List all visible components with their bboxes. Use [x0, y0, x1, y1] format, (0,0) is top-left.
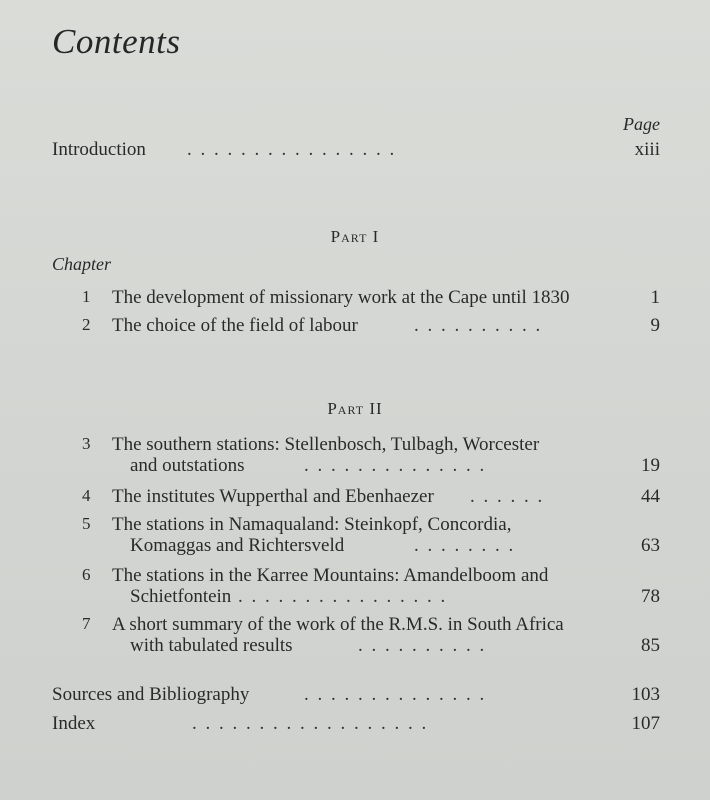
toc-entry-page: 19	[641, 455, 660, 476]
leader-dots: . . . . . . . . . . . . . .	[304, 455, 487, 476]
leader-dots: . . . . . . . . . .	[414, 315, 543, 336]
toc-entry-continuation[interactable]	[52, 586, 660, 610]
chapter-number: 4	[82, 486, 91, 505]
toc-entry-page: xiii	[634, 139, 660, 160]
toc-entry-label: Index	[52, 713, 96, 734]
chapter-number: 3	[82, 434, 91, 453]
leader-dots: . . . . . . . . . . . . . . . .	[187, 139, 397, 160]
toc-entry-page: 44	[641, 486, 660, 507]
leader-dots: . . . . . . . . . . . . . . . .	[238, 586, 448, 607]
toc-entry-page: 63	[641, 535, 660, 556]
toc-entry-page: 1	[650, 287, 660, 308]
chapter-number: 6	[82, 565, 91, 584]
toc-entry-introduction[interactable]	[52, 139, 660, 163]
chapter-number: 2	[82, 315, 91, 334]
chapter-title: The southern stations: Stellenbosch, Tulbagh, Worcester	[112, 434, 540, 455]
leader-dots: . . . . . . . . . . . . . .	[304, 684, 487, 705]
toc-entry-label: Sources and Bibliography	[52, 684, 250, 705]
toc-entry-page: 107	[631, 713, 660, 734]
toc-entry-page: 85	[641, 635, 660, 656]
chapter-title: The institutes Wupperthal and Ebenhaezer	[112, 486, 434, 507]
toc-entry-index[interactable]	[52, 713, 660, 737]
part-heading: Part I	[330, 227, 380, 246]
chapter-number: 1	[82, 287, 91, 306]
page-column-header: Page	[623, 114, 660, 134]
leader-dots: . . . . . .	[470, 486, 545, 507]
toc-entry-label: Introduction	[52, 139, 146, 160]
page-title: Contents	[52, 22, 181, 61]
chapter-title: The choice of the field of labour	[112, 315, 358, 336]
toc-entry-continuation[interactable]	[52, 455, 660, 479]
toc-entry-continuation[interactable]	[52, 635, 660, 659]
toc-entry-chapter[interactable]	[52, 287, 660, 311]
toc-entry-page: 78	[641, 586, 660, 607]
toc-entry-chapter[interactable]	[52, 315, 660, 339]
toc-entry-continuation[interactable]	[52, 535, 660, 559]
chapter-title-continued: with tabulated results	[130, 635, 293, 656]
chapter-title-continued: Schietfontein	[130, 586, 232, 607]
chapter-title: The stations in the Karree Mountains: Amandelboom and	[112, 565, 549, 586]
toc-entry-chapter[interactable]	[52, 486, 660, 510]
toc-entry-page: 103	[631, 684, 660, 705]
chapter-number: 7	[82, 614, 91, 633]
leader-dots: . . . . . . . .	[414, 535, 516, 556]
toc-entry-sources[interactable]	[52, 684, 660, 708]
part-heading: Part II	[327, 399, 383, 418]
chapter-title-continued: Komaggas and Richtersveld	[130, 535, 345, 556]
chapter-title: The development of missionary work at the Cape until 1830	[112, 287, 570, 308]
leader-dots: . . . . . . . . . .	[358, 635, 487, 656]
leader-dots: . . . . . . . . . . . . . . . . . .	[192, 713, 429, 734]
chapter-title-continued: and outstations	[130, 455, 245, 476]
chapter-label: Chapter	[52, 254, 112, 274]
chapter-number: 5	[82, 514, 91, 533]
chapter-title: The stations in Namaqualand: Steinkopf, Concordia,	[112, 514, 512, 535]
toc-entry-page: 9	[650, 315, 660, 336]
chapter-title: A short summary of the work of the R.M.S. in South Africa	[112, 614, 564, 635]
